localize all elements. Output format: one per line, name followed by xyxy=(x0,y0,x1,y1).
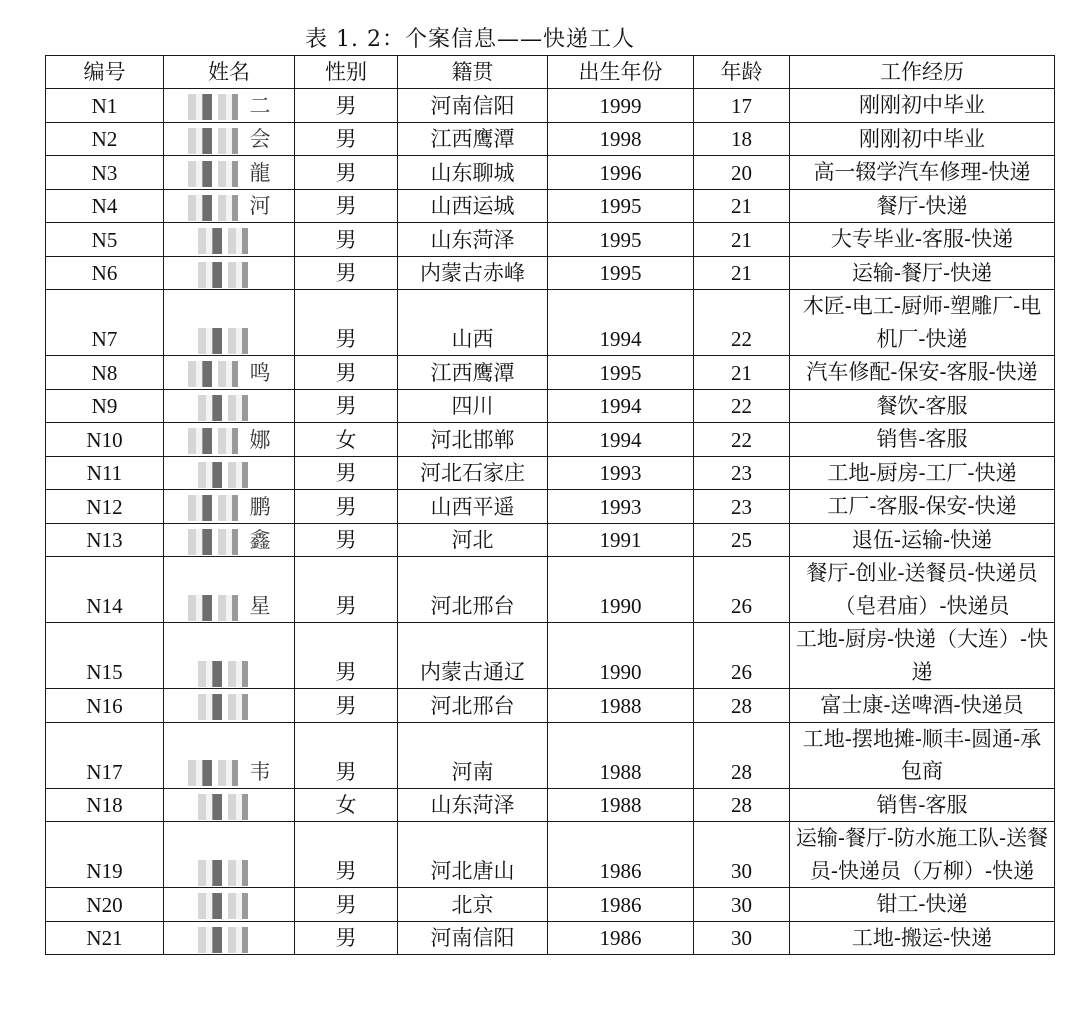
cell-id: N21 xyxy=(46,921,164,955)
cell-gender: 男 xyxy=(295,389,398,423)
cell-id: N8 xyxy=(46,356,164,390)
cell-id: N11 xyxy=(46,456,164,490)
cell-gender: 男 xyxy=(295,490,398,524)
table-row xyxy=(46,156,1055,190)
cell-id: N15 xyxy=(46,623,164,689)
cell-gender: 男 xyxy=(295,223,398,257)
table-row xyxy=(46,888,1055,922)
header-origin: 籍贯 xyxy=(398,56,548,89)
cell-name xyxy=(164,423,295,457)
table-row xyxy=(46,89,1055,123)
table-row xyxy=(46,921,1055,955)
cell-experience: 高一辍学汽车修理-快递 xyxy=(790,156,1055,190)
cell-gender: 男 xyxy=(295,689,398,723)
cell-origin: 河南信阳 xyxy=(398,921,548,955)
name-visible-fragment: 河 xyxy=(249,194,271,218)
cell-age: 21 xyxy=(694,223,790,257)
redacted-name-mosaic xyxy=(198,661,258,687)
cell-age: 22 xyxy=(694,423,790,457)
cell-experience: 运输-餐厅-防水施工队-送餐员-快递员（万柳）-快递 xyxy=(790,822,1055,888)
redacted-name-mosaic xyxy=(188,529,248,555)
cell-origin: 山东菏泽 xyxy=(398,788,548,822)
header-id: 编号 xyxy=(46,56,164,89)
redacted-name-mosaic xyxy=(198,262,258,288)
cell-birth-year: 1995 xyxy=(548,189,694,223)
cell-gender: 男 xyxy=(295,722,398,788)
cell-name xyxy=(164,888,295,922)
cell-experience: 汽车修配-保安-客服-快递 xyxy=(790,356,1055,390)
cell-id: N9 xyxy=(46,389,164,423)
cell-id: N17 xyxy=(46,722,164,788)
cell-id: N5 xyxy=(46,223,164,257)
cell-id: N6 xyxy=(46,256,164,290)
table-row xyxy=(46,523,1055,557)
cell-name xyxy=(164,456,295,490)
redacted-name-mosaic xyxy=(188,161,248,187)
cell-gender: 男 xyxy=(295,122,398,156)
redacted-name-mosaic xyxy=(188,94,248,120)
header-birth-year: 出生年份 xyxy=(548,56,694,89)
cell-id: N18 xyxy=(46,788,164,822)
cell-age: 21 xyxy=(694,356,790,390)
cell-birth-year: 1988 xyxy=(548,722,694,788)
cell-birth-year: 1990 xyxy=(548,557,694,623)
cell-gender: 男 xyxy=(295,356,398,390)
cell-experience: 刚刚初中毕业 xyxy=(790,122,1055,156)
cell-experience: 工地-搬运-快递 xyxy=(790,921,1055,955)
cell-origin: 河北邢台 xyxy=(398,557,548,623)
table-body xyxy=(46,89,1055,955)
cell-experience: 工厂-客服-保安-快递 xyxy=(790,490,1055,524)
redacted-name-mosaic xyxy=(188,760,248,786)
cell-birth-year: 1993 xyxy=(548,456,694,490)
cell-id: N12 xyxy=(46,490,164,524)
redacted-name-mosaic xyxy=(198,395,258,421)
redacted-name-mosaic xyxy=(188,428,248,454)
cell-age: 21 xyxy=(694,189,790,223)
cell-age: 28 xyxy=(694,722,790,788)
cell-origin: 山西平遥 xyxy=(398,490,548,524)
cell-origin: 江西鹰潭 xyxy=(398,122,548,156)
redacted-name-mosaic xyxy=(198,893,258,919)
cell-birth-year: 1996 xyxy=(548,156,694,190)
cell-gender: 男 xyxy=(295,623,398,689)
cell-age: 23 xyxy=(694,490,790,524)
cell-age: 30 xyxy=(694,822,790,888)
name-visible-fragment: 鹏 xyxy=(249,494,271,519)
table-row xyxy=(46,490,1055,524)
cell-age: 26 xyxy=(694,623,790,689)
cell-name xyxy=(164,523,295,557)
cell-name xyxy=(164,290,295,356)
header-age: 年龄 xyxy=(694,56,790,89)
cell-name xyxy=(164,490,295,524)
case-info-table xyxy=(45,55,1055,955)
header-experience: 工作经历 xyxy=(790,56,1055,89)
cell-id: N19 xyxy=(46,822,164,888)
cell-age: 25 xyxy=(694,523,790,557)
cell-id: N1 xyxy=(46,89,164,123)
table-row xyxy=(46,557,1055,623)
cell-origin: 北京 xyxy=(398,888,548,922)
cell-birth-year: 1994 xyxy=(548,389,694,423)
cell-age: 18 xyxy=(694,122,790,156)
cell-age: 30 xyxy=(694,921,790,955)
name-visible-fragment: 娜 xyxy=(249,427,271,452)
cell-name xyxy=(164,722,295,788)
cell-name xyxy=(164,389,295,423)
redacted-name-mosaic xyxy=(198,228,258,254)
name-visible-fragment: 鸣 xyxy=(249,360,271,385)
cell-id: N16 xyxy=(46,689,164,723)
cell-name xyxy=(164,788,295,822)
cell-id: N7 xyxy=(46,290,164,356)
cell-name xyxy=(164,356,295,390)
cell-gender: 男 xyxy=(295,557,398,623)
cell-age: 26 xyxy=(694,557,790,623)
redacted-name-mosaic xyxy=(198,462,258,488)
cell-id: N13 xyxy=(46,523,164,557)
cell-experience: 工地-厨房-工厂-快递 xyxy=(790,456,1055,490)
table-row xyxy=(46,256,1055,290)
cell-origin: 河北唐山 xyxy=(398,822,548,888)
table-row xyxy=(46,456,1055,490)
name-visible-fragment: 会 xyxy=(249,127,271,151)
cell-name xyxy=(164,623,295,689)
cell-name xyxy=(164,822,295,888)
cell-id: N3 xyxy=(46,156,164,190)
redacted-name-mosaic xyxy=(198,694,258,720)
cell-origin: 河北 xyxy=(398,523,548,557)
cell-age: 28 xyxy=(694,788,790,822)
cell-gender: 女 xyxy=(295,423,398,457)
redacted-name-mosaic xyxy=(188,195,248,221)
cell-gender: 男 xyxy=(295,888,398,922)
header-row xyxy=(46,56,1055,89)
cell-origin: 河北邢台 xyxy=(398,689,548,723)
redacted-name-mosaic xyxy=(188,595,248,621)
cell-gender: 男 xyxy=(295,290,398,356)
redacted-name-mosaic xyxy=(198,860,258,886)
name-visible-fragment: 二 xyxy=(249,93,271,118)
cell-gender: 男 xyxy=(295,156,398,190)
cell-age: 22 xyxy=(694,290,790,356)
redacted-name-mosaic xyxy=(198,794,258,820)
table-row xyxy=(46,623,1055,689)
cell-age: 22 xyxy=(694,389,790,423)
table-row xyxy=(46,356,1055,390)
redacted-name-mosaic xyxy=(188,128,248,154)
cell-birth-year: 1994 xyxy=(548,423,694,457)
table-row xyxy=(46,223,1055,257)
cell-origin: 山西运城 xyxy=(398,189,548,223)
table-caption: 表 1. 2：个案信息——快递工人 xyxy=(305,27,635,52)
name-visible-fragment: 星 xyxy=(249,594,271,618)
cell-birth-year: 1995 xyxy=(548,356,694,390)
cell-experience: 木匠-电工-厨师-塑雕厂-电机厂-快递 xyxy=(790,290,1055,356)
cell-experience: 大专毕业-客服-快递 xyxy=(790,223,1055,257)
table-row xyxy=(46,423,1055,457)
cell-age: 28 xyxy=(694,689,790,723)
cell-gender: 男 xyxy=(295,822,398,888)
cell-age: 21 xyxy=(694,256,790,290)
cell-experience: 餐饮-客服 xyxy=(790,389,1055,423)
cell-name xyxy=(164,189,295,223)
cell-birth-year: 1998 xyxy=(548,122,694,156)
table-row xyxy=(46,189,1055,223)
cell-id: N4 xyxy=(46,189,164,223)
table-row xyxy=(46,722,1055,788)
cell-birth-year: 1986 xyxy=(548,888,694,922)
cell-age: 23 xyxy=(694,456,790,490)
cell-birth-year: 1995 xyxy=(548,223,694,257)
cell-birth-year: 1986 xyxy=(548,921,694,955)
cell-experience: 富士康-送啤酒-快递员 xyxy=(790,689,1055,723)
cell-experience: 餐厅-快递 xyxy=(790,189,1055,223)
cell-birth-year: 1995 xyxy=(548,256,694,290)
table-row xyxy=(46,389,1055,423)
cell-experience: 工地-摆地摊-顺丰-圆通-承包商 xyxy=(790,722,1055,788)
table-row xyxy=(46,122,1055,156)
cell-name xyxy=(164,122,295,156)
cell-origin: 四川 xyxy=(398,389,548,423)
cell-experience: 退伍-运输-快递 xyxy=(790,523,1055,557)
cell-gender: 男 xyxy=(295,921,398,955)
cell-birth-year: 1988 xyxy=(548,689,694,723)
cell-birth-year: 1994 xyxy=(548,290,694,356)
cell-experience: 餐厅-创业-送餐员-快递员（皂君庙）-快递员 xyxy=(790,557,1055,623)
cell-origin: 山西 xyxy=(398,290,548,356)
cell-experience: 工地-厨房-快递（大连）-快递 xyxy=(790,623,1055,689)
cell-name xyxy=(164,921,295,955)
cell-origin: 内蒙古通辽 xyxy=(398,623,548,689)
header-gender: 性别 xyxy=(295,56,398,89)
cell-origin: 内蒙古赤峰 xyxy=(398,256,548,290)
cell-birth-year: 1991 xyxy=(548,523,694,557)
cell-gender: 男 xyxy=(295,89,398,123)
name-visible-fragment: 鑫 xyxy=(249,528,271,552)
table-row xyxy=(46,689,1055,723)
cell-id: N10 xyxy=(46,423,164,457)
cell-origin: 山东聊城 xyxy=(398,156,548,190)
table-row xyxy=(46,822,1055,888)
table-row xyxy=(46,290,1055,356)
cell-birth-year: 1986 xyxy=(548,822,694,888)
cell-origin: 河南信阳 xyxy=(398,89,548,123)
cell-name xyxy=(164,156,295,190)
cell-experience: 刚刚初中毕业 xyxy=(790,89,1055,123)
cell-id: N20 xyxy=(46,888,164,922)
cell-birth-year: 1990 xyxy=(548,623,694,689)
cell-experience: 钳工-快递 xyxy=(790,888,1055,922)
cell-origin: 河南 xyxy=(398,722,548,788)
cell-origin: 江西鹰潭 xyxy=(398,356,548,390)
cell-id: N14 xyxy=(46,557,164,623)
table-row xyxy=(46,788,1055,822)
cell-name xyxy=(164,89,295,123)
cell-name xyxy=(164,223,295,257)
cell-age: 17 xyxy=(694,89,790,123)
cell-gender: 男 xyxy=(295,256,398,290)
cell-name xyxy=(164,689,295,723)
redacted-name-mosaic xyxy=(188,495,248,521)
cell-gender: 男 xyxy=(295,456,398,490)
cell-birth-year: 1993 xyxy=(548,490,694,524)
cell-origin: 河北石家庄 xyxy=(398,456,548,490)
cell-gender: 男 xyxy=(295,189,398,223)
name-visible-fragment: 韦 xyxy=(249,759,271,784)
cell-gender: 女 xyxy=(295,788,398,822)
cell-age: 20 xyxy=(694,156,790,190)
redacted-name-mosaic xyxy=(188,361,248,387)
cell-id: N2 xyxy=(46,122,164,156)
cell-birth-year: 1999 xyxy=(548,89,694,123)
cell-name xyxy=(164,256,295,290)
cell-experience: 销售-客服 xyxy=(790,788,1055,822)
header-name: 姓名 xyxy=(164,56,295,89)
cell-experience: 运输-餐厅-快递 xyxy=(790,256,1055,290)
cell-origin: 河北邯郸 xyxy=(398,423,548,457)
cell-experience: 销售-客服 xyxy=(790,423,1055,457)
cell-origin: 山东菏泽 xyxy=(398,223,548,257)
cell-gender: 男 xyxy=(295,523,398,557)
cell-birth-year: 1988 xyxy=(548,788,694,822)
redacted-name-mosaic xyxy=(198,927,258,953)
cell-age: 30 xyxy=(694,888,790,922)
redacted-name-mosaic xyxy=(198,328,258,354)
name-visible-fragment: 龍 xyxy=(249,160,271,185)
cell-name xyxy=(164,557,295,623)
